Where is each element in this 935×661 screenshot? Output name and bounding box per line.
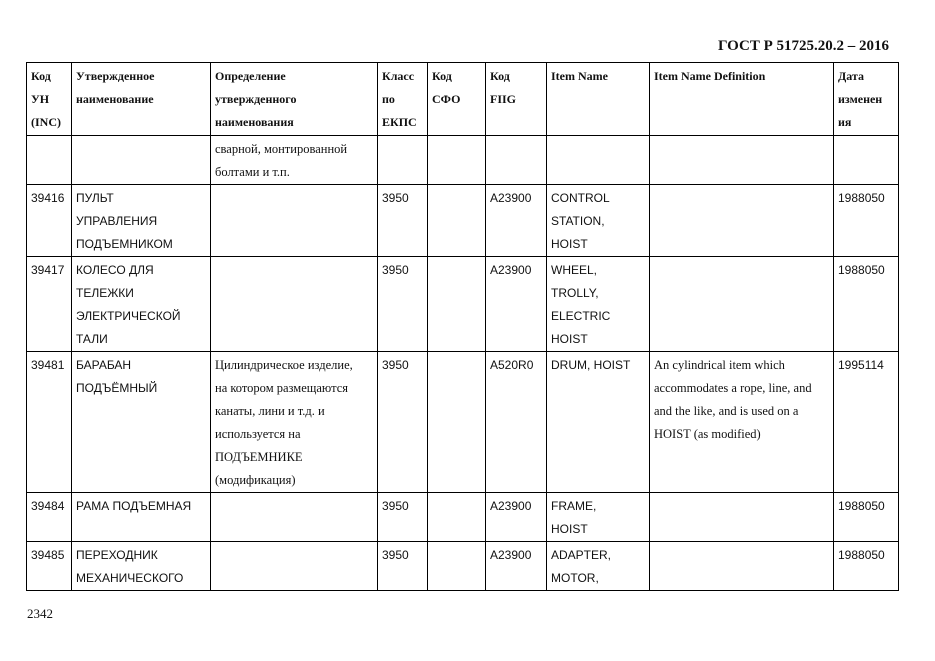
cell-line: сварной, монтированной [215, 142, 348, 156]
cell-line: 1988050 [838, 263, 885, 277]
cell-item-name [547, 257, 650, 352]
cell-line: An cylindrical item which [654, 358, 785, 372]
header-line: СФО [432, 92, 461, 106]
cell-line: and the like, and is used on a [654, 404, 799, 418]
cell-sfo-code [428, 352, 486, 493]
inc-table [26, 62, 899, 591]
cell-line: БАРАБАН [76, 358, 132, 372]
header-line: Утвержденное [76, 69, 155, 83]
cell-line: 39416 [31, 191, 65, 205]
cell-line [215, 187, 373, 210]
cell-item-name-definition [650, 136, 834, 185]
cell-line: ТАЛИ [76, 332, 108, 346]
header-line: изменен [838, 92, 883, 106]
cell-item-name-definition [650, 493, 834, 542]
cell-sfo-code [428, 542, 486, 591]
cell-approved-name [72, 493, 211, 542]
cell-inc-code [27, 136, 72, 185]
cell-line: FRAME, [551, 499, 597, 513]
cell-line: HOIST (as modified) [654, 427, 761, 441]
cell-line: HOIST [551, 332, 588, 346]
cell-approved-name [72, 542, 211, 591]
cell-line [432, 187, 481, 210]
cell-item-name-definition [650, 185, 834, 257]
cell-inc-code [27, 493, 72, 542]
table-header-row [27, 63, 899, 136]
cell-name-definition [211, 493, 378, 542]
cell-line: STATION, [551, 214, 605, 228]
cell-class [378, 542, 428, 591]
cell-inc-code [27, 352, 72, 493]
cell-item-name-definition [650, 257, 834, 352]
cell-line: 1988050 [838, 499, 885, 513]
cell-line: WHEEL, [551, 263, 598, 277]
header-line: Код [432, 69, 452, 83]
cell-sfo-code [428, 185, 486, 257]
cell-line: 39484 [31, 499, 65, 513]
table-row [27, 136, 899, 185]
cell-item-name [547, 493, 650, 542]
cell-approved-name [72, 185, 211, 257]
cell-line: 1988050 [838, 548, 885, 562]
cell-approved-name [72, 352, 211, 493]
cell-line: ПОДЪЕМНИКЕ [215, 450, 303, 464]
cell-fiig-code [486, 352, 547, 493]
cell-line [382, 138, 423, 161]
header-line: ЕКПС [382, 115, 417, 129]
cell-line: 3950 [382, 548, 409, 562]
cell-line: МЕХАНИЧЕСКОГО [76, 571, 184, 585]
header-line: Дата [838, 69, 864, 83]
cell-change-date [834, 542, 899, 591]
cell-line [654, 187, 829, 210]
cell-line [215, 544, 373, 567]
cell-line: 1988050 [838, 191, 885, 205]
header-sfo-code [428, 63, 486, 136]
cell-line: болтами и т.п. [215, 165, 290, 179]
cell-item-name-definition [650, 542, 834, 591]
cell-sfo-code [428, 257, 486, 352]
cell-line [654, 495, 829, 518]
header-line: по [382, 92, 395, 106]
cell-line: ADAPTER, [551, 548, 612, 562]
header-line: Item Name [551, 69, 608, 83]
cell-line [76, 138, 206, 161]
cell-sfo-code [428, 136, 486, 185]
standard-title: ГОСТ Р 51725.20.2 – 2016 [717, 38, 889, 54]
table-row [27, 493, 899, 542]
cell-change-date [834, 352, 899, 493]
cell-line [31, 138, 67, 161]
cell-line [654, 544, 829, 567]
cell-line: ELECTRIC [551, 309, 611, 323]
cell-line [432, 495, 481, 518]
cell-line: accommodates a rope, line, and [654, 381, 812, 395]
cell-line: канаты, лини и т.д. и [215, 404, 325, 418]
cell-approved-name [72, 136, 211, 185]
cell-item-name [547, 542, 650, 591]
cell-line [432, 138, 481, 161]
cell-class [378, 136, 428, 185]
cell-line: DRUM, HOIST [551, 358, 631, 372]
cell-line: 39481 [31, 358, 65, 372]
cell-inc-code [27, 542, 72, 591]
cell-line: MOTOR, [551, 571, 599, 585]
cell-class [378, 493, 428, 542]
cell-line: A520R0 [490, 358, 534, 372]
cell-name-definition [211, 257, 378, 352]
cell-line: 1995114 [838, 358, 884, 372]
cell-line: ПЕРЕХОДНИК [76, 548, 158, 562]
cell-class [378, 257, 428, 352]
header-line: Item Name Definition [654, 69, 766, 83]
cell-line: КОЛЕСО ДЛЯ [76, 263, 154, 277]
cell-line: 39417 [31, 263, 65, 277]
cell-change-date [834, 493, 899, 542]
header-item-name [547, 63, 650, 136]
cell-item-name-definition [650, 352, 834, 493]
cell-line: (модификация) [215, 473, 296, 487]
header-change-date [834, 63, 899, 136]
header-item-name-definition [650, 63, 834, 136]
cell-line: A23900 [490, 191, 532, 205]
cell-change-date [834, 185, 899, 257]
cell-line: Цилиндрическое изделие, [215, 358, 353, 372]
cell-line: 3950 [382, 191, 409, 205]
header-inc-code [27, 63, 72, 136]
cell-line: на котором размещаются [215, 381, 349, 395]
cell-line [215, 259, 373, 282]
cell-line: ТЕЛЕЖКИ [76, 286, 134, 300]
cell-fiig-code [486, 257, 547, 352]
header-line: наименование [76, 92, 154, 106]
cell-item-name [547, 136, 650, 185]
cell-item-name [547, 185, 650, 257]
cell-line [654, 259, 829, 282]
header-line: ия [838, 115, 852, 129]
cell-line: 3950 [382, 499, 409, 513]
header-line: Код [490, 69, 510, 83]
cell-name-definition [211, 542, 378, 591]
cell-approved-name [72, 257, 211, 352]
cell-line [490, 138, 542, 161]
header-fiig-code [486, 63, 547, 136]
header-class [378, 63, 428, 136]
cell-line [215, 495, 373, 518]
table-row [27, 542, 899, 591]
header-line: (INC) [31, 115, 61, 129]
cell-change-date [834, 136, 899, 185]
cell-line: A23900 [490, 548, 532, 562]
header-line: Код [31, 69, 51, 83]
cell-line [432, 354, 481, 377]
cell-line [432, 259, 481, 282]
cell-line: 3950 [382, 263, 409, 277]
cell-line: РАМА ПОДЪЕМНАЯ [76, 499, 192, 513]
cell-line: TROLLY, [551, 286, 599, 300]
header-line: FIIG [490, 92, 517, 106]
cell-fiig-code [486, 493, 547, 542]
cell-inc-code [27, 185, 72, 257]
cell-line: ПУЛЬТ [76, 191, 114, 205]
header-line: Определение [215, 69, 286, 83]
table-row [27, 352, 899, 493]
cell-line: A23900 [490, 263, 532, 277]
table-row [27, 257, 899, 352]
cell-inc-code [27, 257, 72, 352]
header-approved-name [72, 63, 211, 136]
cell-sfo-code [428, 493, 486, 542]
cell-name-definition [211, 185, 378, 257]
cell-name-definition [211, 136, 378, 185]
cell-line [432, 544, 481, 567]
header-line: Класс [382, 69, 415, 83]
cell-line: HOIST [551, 237, 588, 251]
cell-line [838, 138, 894, 161]
cell-fiig-code [486, 542, 547, 591]
page-number: 2342 [27, 606, 53, 621]
cell-line [551, 138, 645, 161]
cell-line: CONTROL [551, 191, 610, 205]
cell-class [378, 352, 428, 493]
cell-line: A23900 [490, 499, 532, 513]
header-line: УН [31, 92, 50, 106]
cell-name-definition [211, 352, 378, 493]
cell-line: УПРАВЛЕНИЯ [76, 214, 158, 228]
cell-line: используется на [215, 427, 301, 441]
header-name-definition [211, 63, 378, 136]
cell-line: 39485 [31, 548, 65, 562]
cell-item-name [547, 352, 650, 493]
cell-line: HOIST [551, 522, 588, 536]
cell-class [378, 185, 428, 257]
cell-line: ПОДЪЁМНЫЙ [76, 381, 158, 395]
cell-fiig-code [486, 185, 547, 257]
cell-line: 3950 [382, 358, 409, 372]
header-line: утвержденного [215, 92, 297, 106]
cell-change-date [834, 257, 899, 352]
cell-line [654, 138, 829, 161]
table-row [27, 185, 899, 257]
header-line: наименования [215, 115, 294, 129]
cell-line: ПОДЪЕМНИКОМ [76, 237, 173, 251]
cell-fiig-code [486, 136, 547, 185]
cell-line: ЭЛЕКТРИЧЕСКОЙ [76, 309, 181, 323]
